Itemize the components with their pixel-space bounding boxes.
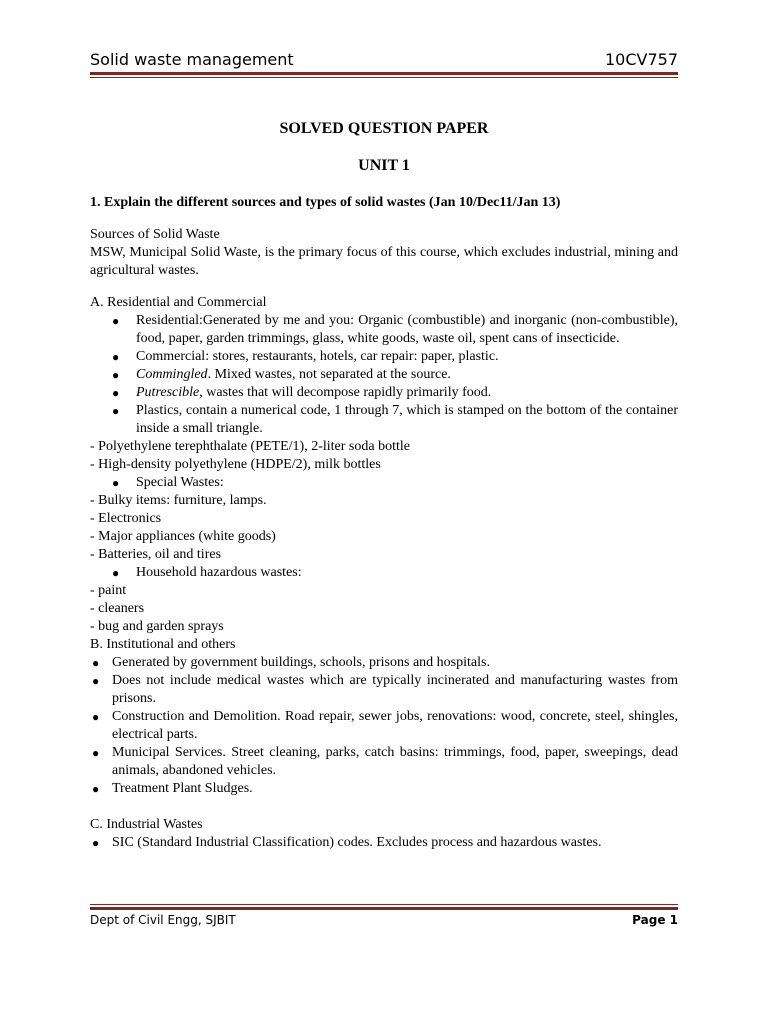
page-body [90, 120, 678, 852]
bullet-icon: ● [92, 746, 100, 760]
footer-page-number: Page 1 [632, 913, 678, 927]
list-item: ● Municipal Services. Street cleaning, parks, catch basins: trimmings, food, paper, sweepings, dead animals, abandoned vehicles. [92, 745, 678, 778]
hazard-list [90, 582, 678, 636]
page-header [90, 45, 678, 69]
question-heading: 1. Explain the different sources and types of solid wastes (Jan 10/Dec11/Jan 13) [90, 195, 561, 210]
header-rule-thin [90, 77, 678, 78]
list-item: ● Generated by government buildings, schools, prisons and hospitals. [92, 655, 490, 670]
list-line: - Polyethylene terephthalate (PETE/1), 2-liter soda bottle [90, 439, 410, 454]
section-a-bullets [90, 312, 678, 438]
bullet-icon: ● [112, 476, 120, 490]
section-c-heading: C. Industrial Wastes [90, 817, 203, 832]
bullet-icon: ● [112, 314, 120, 328]
footer-rule-thin [90, 904, 678, 905]
special-wastes-bullet-list [90, 474, 678, 492]
section-b-bullets [90, 654, 678, 798]
section-b-heading: B. Institutional and others [90, 637, 236, 652]
list-item: ● Plastics, contain a numerical code, 1 through 7, which is stamped on the bottom of the container inside a small triangle. [112, 403, 678, 436]
list-line: - Batteries, oil and tires [90, 547, 222, 562]
special-wastes-list [90, 492, 678, 564]
list-line: - Electronics [90, 511, 162, 526]
list-item: ● Commercial: stores, restaurants, hotels, car repair: paper, plastic. [112, 349, 499, 364]
header-course-title: Solid waste management [90, 50, 294, 69]
list-line: - High-density polyethylene (HDPE/2), milk bottles [90, 457, 381, 472]
bullet-icon: ● [92, 782, 100, 796]
list-item: ● Does not include medical wastes which are typically incinerated and manufacturing wastes from prisons. [92, 673, 678, 706]
footer-department: Dept of Civil Engg, SJBIT [90, 913, 236, 927]
list-item: ● SIC (Standard Industrial Classification) codes. Excludes process and hazardous wastes. [92, 835, 602, 850]
list-item: ● Treatment Plant Sludges. [92, 781, 253, 796]
sources-heading: Sources of Solid Waste [90, 227, 220, 242]
section-c-bullets [90, 834, 678, 852]
bullet-icon: ● [92, 836, 100, 850]
bullet-icon: ● [112, 350, 120, 364]
list-item: ● Commingled. Mixed wastes, not separated at the source. [112, 367, 451, 382]
list-item: ● Household hazardous wastes: [112, 565, 302, 580]
hazard-bullet-list [90, 564, 678, 582]
list-line: - bug and garden sprays [90, 619, 224, 634]
list-line: - paint [90, 583, 127, 598]
list-item: ● Special Wastes: [112, 475, 224, 490]
bullet-icon: ● [112, 386, 120, 400]
list-line: - Bulky items: furniture, lamps. [90, 493, 267, 508]
header-course-code: 10CV757 [604, 50, 678, 69]
list-item: ● Construction and Demolition. Road repair, sewer jobs, renovations: wood, concrete, steel, shingles, electrical parts. [92, 709, 678, 742]
bullet-icon: ● [112, 404, 120, 418]
list-item: ● Residential:Generated by me and you: Organic (combustible) and inorganic (non-combustible), food, paper, garden trimmings, glass, white goods, waste oil, spent cans of insecticide. [112, 313, 678, 346]
footer-rule-thick [90, 907, 678, 910]
bullet-icon: ● [92, 674, 100, 688]
bullet-icon: ● [92, 710, 100, 724]
bullet-icon: ● [112, 368, 120, 382]
page-footer [90, 913, 678, 927]
list-line: - Major appliances (white goods) [90, 529, 276, 544]
paper-title: SOLVED QUESTION PAPER [279, 120, 489, 137]
header-rule-thick [90, 72, 678, 75]
list-item: ● Putrescible, wastes that will decompose rapidly primarily food. [112, 385, 492, 400]
msw-paragraph: MSW, Municipal Solid Waste, is the primary focus of this course, which excludes industrial, mining and agricultural wastes. [90, 245, 678, 278]
bullet-icon: ● [112, 566, 120, 580]
section-a-heading: A. Residential and Commercial [90, 295, 267, 310]
unit-title: UNIT 1 [358, 157, 410, 174]
plastics-list [90, 438, 678, 474]
bullet-icon: ● [92, 656, 100, 670]
list-line: - cleaners [90, 601, 145, 616]
